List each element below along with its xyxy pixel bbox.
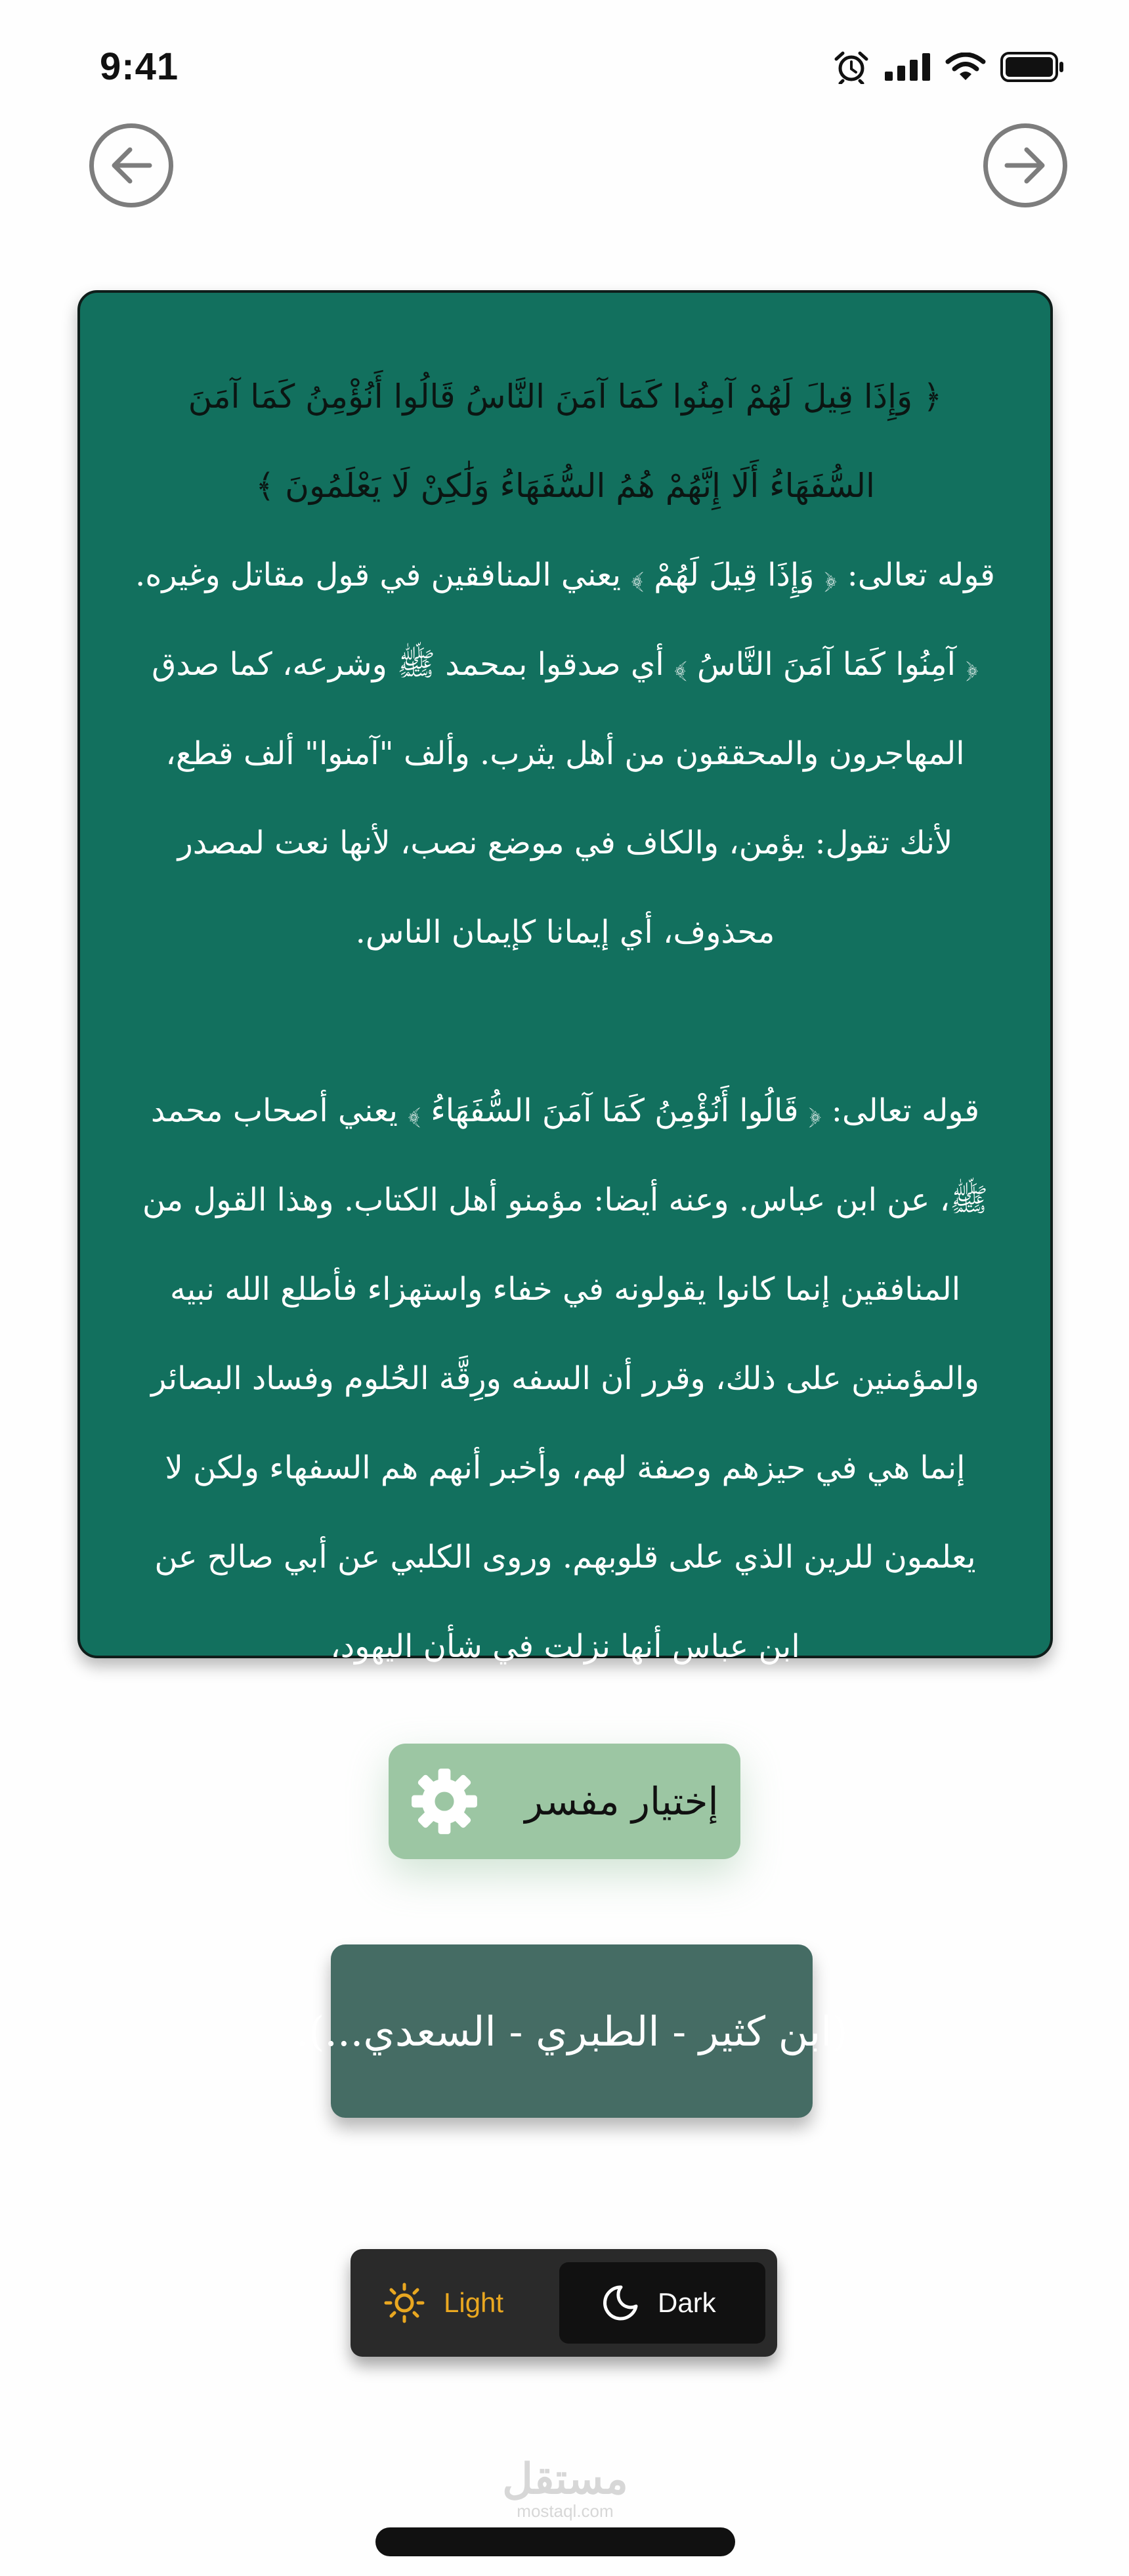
mufassir-list[interactable] [295,1944,848,2118]
choose-mufassir-label: إختيار مفسر [524,1779,719,1824]
choose-mufassir-button[interactable] [389,1744,740,1859]
dark-mode-option[interactable] [559,2262,765,2344]
watermark [496,2457,634,2520]
arrow-right-icon [1002,144,1049,186]
wifi-icon [945,53,986,81]
tafsir-paragraph-2: قوله تعالى: ﴿ قَالُوا أَنُؤْمِنُ كَمَا آمَنَ السُّفَهَاءُ ﴾ يعني أصحاب محمد ﷺ، عن ابن عباس. وعنه أيضا: مؤمنو أهل الكتاب. وهذا القول من المنافقين إنما كانوا يقولونه في خفاء واستهزاء فأطلع الله نبيه والمؤمنين على ذلك، وقرر أن السفه ورِقَّة الحُلوم وفساد البصائر إنما هي في حيزهم وصفة لهم، وأخبر أنهم هم السفهاء ولكن لا يعلمون للرين الذي على قلوبهم. وروى الكلبي عن أبي صالح عن ابن عباس أنها نزلت في شأن اليهود، [142,1092,989,1665]
sun-icon [383,2282,425,2324]
theme-toggle [351,2249,777,2357]
alarm-icon [832,50,870,84]
watermark-arabic: مستقل [502,2455,628,2504]
quran-verse: ﴿ وَإِذَا قِيلَ لَهُمْ آمِنُوا كَمَا آمَنَ النَّاسُ قَالُوا أَنُؤْمِنُ كَمَا آمَنَ السُّفَهَاءُ أَلَا إِنَّهُمْ هُمُ السُّفَهَاءُ وَلَٰكِنْ لَا يَعْلَمُونَ ﴾ [188,377,943,505]
home-indicator[interactable] [375,2527,735,2556]
mufassir-list-text: (ابن كثير - الطبري - السعدي...). [295,2007,848,2055]
light-mode-option[interactable] [383,2262,503,2344]
status-icons [832,50,1065,84]
watermark-latin: mostaql.com [517,2501,614,2521]
moon-icon [601,2284,639,2322]
arrow-left-icon [108,144,155,186]
light-mode-label: Light [444,2287,504,2318]
paragraph-spacer [135,977,995,1066]
status-time: 9:41 [100,45,179,88]
tafsir-card [77,290,1053,1665]
back-button[interactable] [89,123,173,207]
dark-mode-label: Dark [658,2287,716,2318]
signal-icon [885,53,931,81]
tafsir-paragraph-1: قوله تعالى: ﴿ وَإِذَا قِيلَ لَهُمْ ﴾ يعني المنافقين في قول مقاتل وغيره. ﴿ آمِنُوا كَمَا آمَنَ النَّاسُ ﴾ أي صدقوا بمحمد ﷺ وشرعه، كما صدق المهاجرون والمحققون من أهل يثرب. وألف "آمنوا" ألف قطع، لأنك تقول: يؤمن، والكاف في موضع نصب، لأنها نعت لمصدر محذوف، أي إيمانا كإيمان الناس. [135,557,995,951]
forward-button[interactable] [983,123,1067,207]
battery-icon [1000,52,1065,82]
gear-icon [410,1767,479,1835]
